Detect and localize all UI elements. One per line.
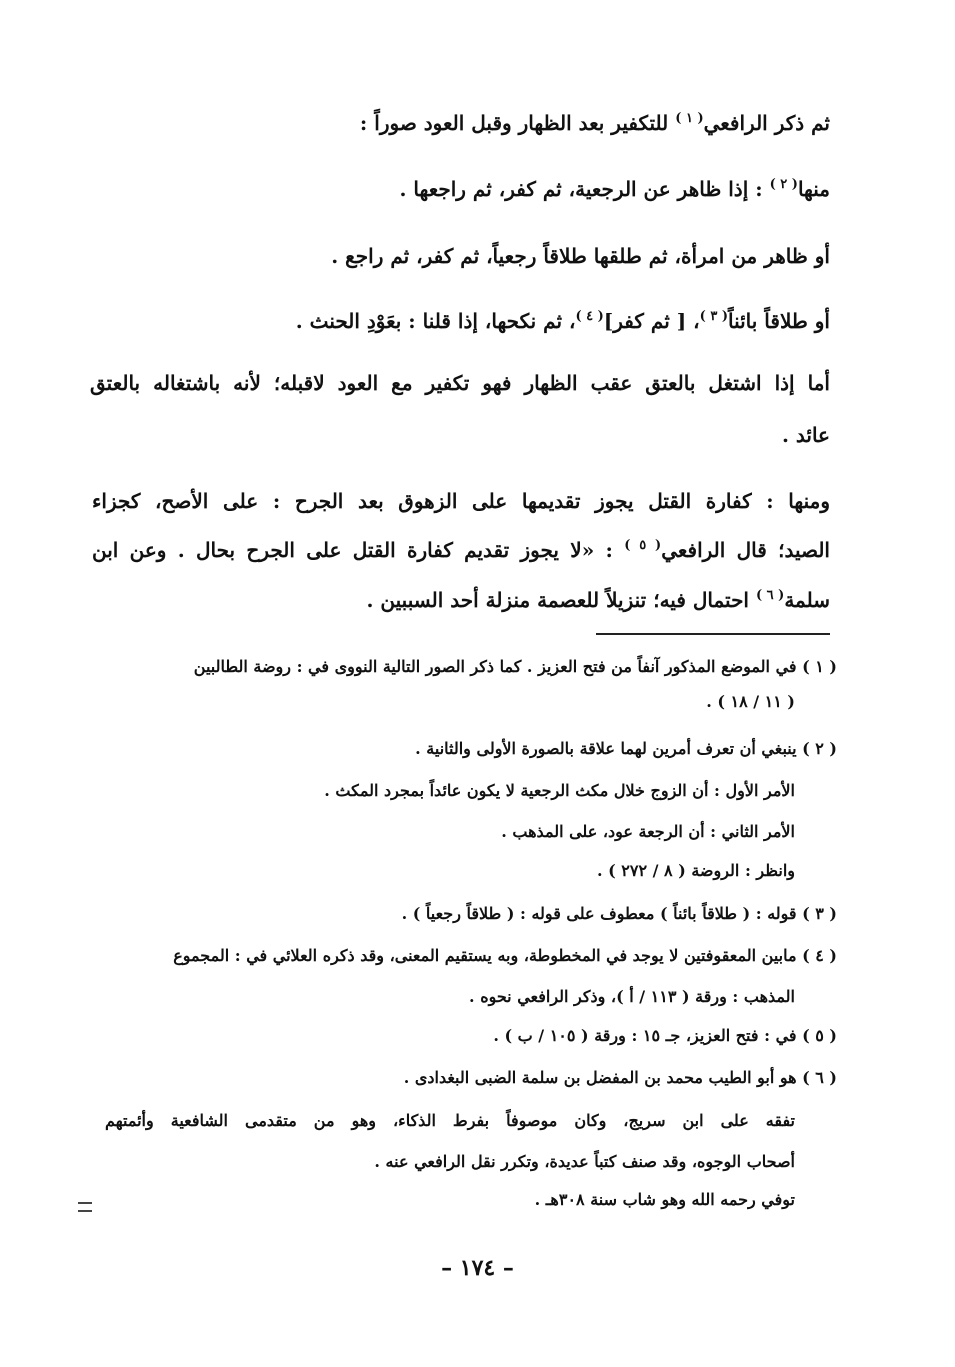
footnote-line: الأمر الثاني : أن الرجعة عود، على المذهب . [501,822,795,841]
footnote-line: ( ١١ / ١٨ ) . [706,692,795,711]
body-line: الصيد؛ قال الرافعي$^{( ٥ )}$ : «لا يجوز تقديم كفارة القتل على الجرح بحال . وعن ابن [92,538,830,562]
footnote-line: توفي رحمه الله وهو شاب سنة ٣٠٨هـ . [534,1190,795,1209]
body-line: ثم ذكر الرافعي$^{( ١ )}$ للتكفير بعد الظهار وقبل العود صوراً : [359,111,830,135]
footnote-line: ( ٢ ) ينبغي أن تعرف أمرين لهما علاقة بالصورة الأولى والثانية . [415,739,837,758]
footnote-ref[interactable]: ( ٣ ) [699,309,728,324]
footnote-line: ( ٣ ) قوله : ( طلاقاً بائناً ) معطوف على قوله : ( طلاقاً رجعياً ) . [401,904,837,923]
body-line: أو طلاقاً بائناً$^{( ٣ )}$، [ ثم كفر]$^{( ٤ )}$، ثم نكحها، إذا قلنا : بعَوْدِ الحنث . [295,309,830,333]
margin-mark [78,1202,92,1212]
footnote-ref[interactable]: ( ١ ) [675,111,704,126]
footnote-line: ( ١ ) في الموضع المذكور آنفاً من فتح العزيز . كما ذكر الصور التالية النووى في : روضة الطالبين [193,657,837,676]
body-line: عائد . [781,423,830,447]
body-line: ومنها : كفارة القتل يجوز تقديمها على الزهوق بعد الجرح : على الأصح، كجزاء [92,489,830,513]
footnote-ref[interactable]: ( ٤ ) [575,309,604,324]
body-line: سلمة$^{( ٦ )}$ احتمال فيه؛ تنزيلاً للعصمة منزلة أحد السببين . [366,588,830,612]
footnote-line: ( ٥ ) في : فتح العزيز، جـ ١٥ : ورقة ( ١٠٥ / ب ) . [493,1026,837,1045]
body-line: أما إذا اشتغل بالعتق عقب الظهار فهو تكفير مع العود لاقبله؛ لأنه باشتغاله بالعتق [90,371,830,395]
footnote-line: ( ٦ ) هو أبو الطيب محمد بن المفضل بن سلمة الضبى البغدادى . [403,1068,837,1087]
body-line: منها$^{( ٢ )}$ : إذا ظاهر عن الرجعية، ثم كفر، ثم راجعها . [399,177,830,201]
footnote-line: تفقه على ابن سريج، وكان موصوفاً بفرط الذكاء، وهو من متقدمى الشافعية وأئمتهم [105,1111,795,1130]
footnote-line: المذهب : ورقة ( ١١٣ / أ )، وذكر الرافعي نحوه . [469,987,795,1006]
footnote-ref[interactable]: ( ٦ ) [755,588,785,603]
footnote-line: أصحاب الوجوه، وقد صنف كتباً عديدة، وتكرر نقل الرافعي عنه . [374,1152,795,1171]
footnote-line: وانظر : الروضة ( ٨ / ٢٧٢ ) . [596,861,795,880]
footnote-line: الأمر الأول : أن الزوج خلال مكث الرجعية لا يكون عائداً بمجرد المكث . [324,781,795,800]
footnote-ref[interactable]: ( ٥ ) [624,538,662,553]
page-number: – ١٧٤ – [441,1255,514,1281]
footnote-ref[interactable]: ( ٢ ) [769,177,798,192]
footnote-separator [596,633,830,635]
body-line: أو ظاهر من امرأة، ثم طلقها طلاقاً رجعياً، ثم كفر، ثم راجع . [331,244,830,268]
footnote-line: ( ٤ ) مابين المعقوفتين لا يوجد في المخطوطة، وبه يستقيم المعنى، وقد ذكره العلائي في : المجموع [173,946,837,965]
